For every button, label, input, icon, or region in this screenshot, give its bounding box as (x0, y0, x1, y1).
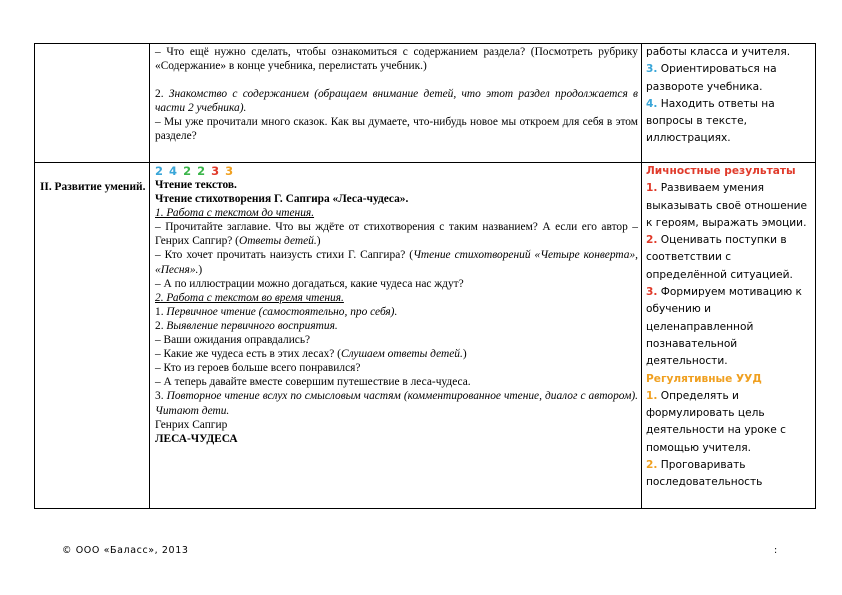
step-paragraph: 2. Выявление первичного восприятия. (155, 319, 338, 332)
step-paragraph: 1. Первичное чтение (самостоятельно, про себя). (155, 305, 398, 318)
result-item: 3. Формируем мотивацию к обучению и целенаправленной познавательной деятельности. (646, 286, 802, 368)
section-heading: Чтение стихотворения Г. Сапгира «Леса-чудеса». (155, 193, 409, 206)
result-text: работы класса и учителя. (646, 46, 791, 58)
skill-code: 2 (183, 164, 193, 178)
step-paragraph: 3. Повторное чтение вслух по смысловым частям (комментированное чтение, диалог с автором). Читают дети. (155, 390, 638, 417)
question-paragraph: – Прочитайте заглавие. Что вы ждёте от стихотворения с таким названием? А если его автор – Генрих Сапгир? (Ответы детей.) (155, 221, 638, 248)
table-row (35, 44, 816, 163)
skill-code: 2 (197, 164, 207, 178)
poem-author: Генрих Сапгир (155, 418, 228, 431)
question-paragraph: – Мы уже прочитали много сказок. Как вы думаете, что-нибудь новое мы откроем для себя в этом разделе? (155, 116, 638, 143)
results-cell (642, 44, 816, 163)
skill-code: 2 (155, 164, 165, 178)
question-paragraph: – Какие же чудеса есть в этих лесах? (Слушаем ответы детей.) (155, 348, 467, 361)
page-mark: : (774, 545, 778, 556)
result-item: 4. Находить ответы на вопросы в тексте, иллюстрациях. (646, 97, 775, 145)
question-paragraph: – Ваши ожидания оправдались? (155, 334, 311, 347)
results-heading: Регулятивные УУД (646, 372, 762, 385)
question-paragraph: – Кто из героев больше всего понравился? (155, 362, 361, 375)
question-paragraph: – Кто хочет прочитать наизусть стихи Г. Сапгира? (Чтение стихотворений «Четыре конверта», «Песня».) (155, 249, 638, 276)
result-item: 1. Определять и формулировать цель деятельности на уроке с помощью учителя. (646, 389, 786, 454)
question-paragraph: – А теперь давайте вместе совершим путешествие в леса-чудеса. (155, 376, 471, 389)
question-paragraph: – А по иллюстрации можно догадаться, какие чудеса нас ждут? (155, 277, 464, 290)
activity-cell (150, 163, 642, 509)
skill-code: 4 (169, 164, 179, 178)
lesson-plan-table (34, 43, 816, 509)
skill-code: 3 (211, 164, 221, 178)
result-item: 1. Развиваем умения выказывать своё отношение к героям, выражать эмоции. (646, 182, 808, 229)
results-heading: Личностные результаты (646, 165, 796, 177)
skill-codes (155, 164, 638, 178)
section-heading: Чтение текстов. (155, 179, 237, 191)
result-item: 2. Проговаривать последовательность (646, 459, 763, 489)
step-paragraph: 2. Знакомство с содержанием (обращаем внимание детей, что этот раздел продолжается в части 2 учебника). (155, 88, 638, 115)
copyright-footer: © ООО «Баласс», 2013 (62, 545, 189, 556)
activity-cell (150, 44, 642, 163)
stage-title: II. Развитие умений. (40, 181, 146, 193)
table-row (35, 163, 816, 509)
result-item: 2. Оценивать поступки в соответствии с определённой ситуацией. (646, 234, 793, 281)
subsection-heading: 1. Работа с текстом до чтения. (155, 207, 315, 220)
results-cell (642, 163, 816, 509)
subsection-heading: 2. Работа с текстом во время чтения. (155, 291, 344, 304)
poem-title: ЛЕСА-ЧУДЕСА (155, 432, 238, 445)
skill-code: 3 (225, 164, 235, 178)
result-item: 3. Ориентироваться на развороте учебника. (646, 63, 777, 93)
stage-cell (35, 163, 150, 509)
stage-cell (35, 44, 150, 163)
question-paragraph: – Что ещё нужно сделать, чтобы ознакомиться с содержанием раздела? (Посмотреть рубрику «Содержание» в конце учебника, перелистать учебник.) (155, 46, 638, 73)
